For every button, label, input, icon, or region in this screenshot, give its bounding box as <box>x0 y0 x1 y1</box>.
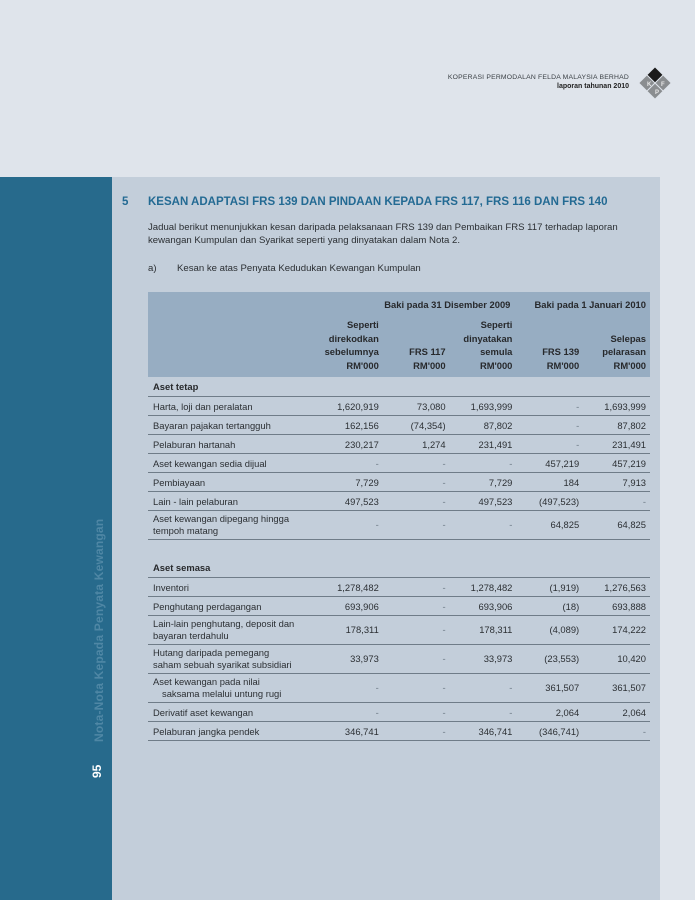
report-title: laporan tahunan 2010 <box>557 83 629 90</box>
cell-value: 1,276,563 <box>583 578 650 597</box>
cell-value: 457,219 <box>516 454 583 473</box>
logo-letter-k: K <box>647 82 652 88</box>
column-header-line: RM'000 <box>479 359 513 371</box>
row-label-line: Harta, loji dan peralatan <box>153 400 253 412</box>
table-row <box>148 645 650 674</box>
table-row <box>148 703 650 722</box>
column-header-line: Seperti <box>480 319 513 330</box>
cell-value: - <box>516 397 583 416</box>
cell-value: 87,802 <box>450 416 517 435</box>
cell-value: - <box>450 454 517 473</box>
cell-value: - <box>450 703 517 722</box>
kpf-logo-icon <box>638 66 672 100</box>
company-name: KOPERASI PERMODALAN FELDA MALAYSIA BERHAD <box>447 74 629 81</box>
table-row <box>148 454 650 473</box>
cell-value: - <box>516 435 583 454</box>
table-body <box>148 377 650 741</box>
column-header-line: FRS 117 <box>409 346 446 357</box>
financial-table <box>148 292 650 741</box>
row-label-line: Aset kewangan dipegang hingga <box>153 513 290 524</box>
column-header-line: pelarasan <box>602 346 646 357</box>
cell-value: - <box>383 674 450 703</box>
row-label <box>148 511 316 540</box>
spacer-row <box>148 540 650 559</box>
cell-value: 693,906 <box>316 597 383 616</box>
logo-letter-f: F <box>661 82 665 88</box>
row-label-line: Pembiayaan <box>153 476 206 488</box>
cell-value: - <box>516 416 583 435</box>
cell-value: 497,523 <box>450 492 517 511</box>
cell-value: 497,523 <box>316 492 383 511</box>
cell-value: 87,802 <box>583 416 650 435</box>
column-header <box>316 314 383 377</box>
row-label <box>148 645 316 674</box>
cell-value: 7,729 <box>450 473 517 492</box>
row-label-line: saksama melalui untung rugi <box>162 688 282 699</box>
cell-value: 162,156 <box>316 416 383 435</box>
group-header-row <box>148 292 650 314</box>
row-label-line: Lain-lain penghutang, deposit dan <box>153 618 295 629</box>
cell-value: - <box>383 722 450 741</box>
cell-value: - <box>450 511 517 540</box>
row-label-line: Aset kewangan pada nilai <box>153 676 260 687</box>
column-header-line: sebelumnya <box>324 346 379 357</box>
cell-value: 346,741 <box>316 722 383 741</box>
table-row <box>148 722 650 741</box>
cell-value: - <box>383 473 450 492</box>
section-number: 5 <box>122 196 129 208</box>
column-header-line: RM'000 <box>346 359 379 371</box>
cell-value: - <box>316 703 383 722</box>
section-header-row <box>148 377 650 397</box>
column-header-line: semula <box>480 346 513 357</box>
cell-value: - <box>383 616 450 645</box>
sidebar-title: Nota-Nota Kepada Penyata Kewangan <box>92 518 106 742</box>
column-header <box>583 314 650 377</box>
table-row <box>148 397 650 416</box>
cell-value: (23,553) <box>516 645 583 674</box>
cell-value: 178,311 <box>316 616 383 645</box>
row-label-line: tempoh matang <box>153 525 219 536</box>
cell-value: 178,311 <box>450 616 517 645</box>
table-row <box>148 616 650 645</box>
row-label-line: Aset kewangan sedia dijual <box>153 457 267 469</box>
row-label <box>148 674 316 703</box>
row-label-line: Penghutang perdagangan <box>153 600 262 612</box>
section-title: KESAN ADAPTASI FRS 139 DAN PINDAAN KEPADA FRS 117, FRS 116 DAN FRS 140 <box>148 196 608 208</box>
group-header: Baki pada 31 Disember 2009 <box>384 298 511 310</box>
table-row <box>148 511 650 540</box>
page-number: 95 <box>90 764 104 778</box>
cell-value: 1,693,999 <box>450 397 517 416</box>
row-label-line: Hutang daripada pemegang <box>153 647 270 658</box>
cell-value: - <box>383 703 450 722</box>
cell-value: 231,491 <box>583 435 650 454</box>
cell-value: 33,973 <box>316 645 383 674</box>
cell-value: - <box>383 597 450 616</box>
subsection-title: Kesan ke atas Penyata Kedudukan Kewangan Kumpulan <box>177 263 421 274</box>
row-label-line: Inventori <box>153 581 189 593</box>
cell-value: - <box>583 722 650 741</box>
column-header-line: RM'000 <box>413 359 446 371</box>
cell-value: (4,089) <box>516 616 583 645</box>
row-label <box>148 597 316 616</box>
cell-value: 2,064 <box>516 703 583 722</box>
section-heading: Aset semasa <box>148 558 650 578</box>
row-label <box>148 616 316 645</box>
column-header-line: Seperti <box>347 319 379 330</box>
row-label-line: Pelaburan hartanah <box>153 438 236 450</box>
column-header-line: FRS 139 <box>542 346 580 357</box>
row-label-line: Lain - lain pelaburan <box>153 495 238 507</box>
cell-value: - <box>383 578 450 597</box>
cell-value: 64,825 <box>516 511 583 540</box>
column-header <box>383 314 450 377</box>
cell-value: 1,274 <box>383 435 450 454</box>
section-paragraph: Jadual berikut menunjukkan kesan daripada pelaksanaan FRS 139 dan Pembaikan FRS 117 terhadap laporan kewangan Kumpulan dan Syarikat seperti yang dinyatakan dalam Nota 2. <box>148 222 618 246</box>
cell-value: 2,064 <box>583 703 650 722</box>
cell-value: 1,693,999 <box>583 397 650 416</box>
table-row <box>148 492 650 511</box>
cell-value: (18) <box>516 597 583 616</box>
cell-value: 7,729 <box>316 473 383 492</box>
row-label <box>148 416 316 435</box>
row-label-line: bayaran terdahulu <box>153 630 229 641</box>
cell-value: - <box>383 454 450 473</box>
column-header-line: RM'000 <box>613 359 646 371</box>
column-header-line: RM'000 <box>546 359 580 371</box>
cell-value: (74,354) <box>383 416 450 435</box>
row-label <box>148 454 316 473</box>
cell-value: - <box>450 674 517 703</box>
cell-value: 184 <box>516 473 583 492</box>
row-label <box>148 397 316 416</box>
cell-value: - <box>316 454 383 473</box>
cell-value: 361,507 <box>583 674 650 703</box>
table-row <box>148 416 650 435</box>
cell-value: 64,825 <box>583 511 650 540</box>
cell-value: (346,741) <box>516 722 583 741</box>
cell-value: 1,620,919 <box>316 397 383 416</box>
cell-value: 10,420 <box>583 645 650 674</box>
table-row <box>148 435 650 454</box>
row-label <box>148 435 316 454</box>
group-header: Baki pada 1 Januari 2010 <box>534 298 646 310</box>
table-row <box>148 674 650 703</box>
table-row <box>148 597 650 616</box>
logo-letter-p: P <box>655 90 660 96</box>
cell-value: (497,523) <box>516 492 583 511</box>
column-header-line: Selepas <box>610 332 646 344</box>
section-header-row <box>148 558 650 578</box>
column-header-line: direkodkan <box>328 332 379 344</box>
cell-value: - <box>383 511 450 540</box>
subsection-label: a) <box>148 263 157 274</box>
row-label <box>148 473 316 492</box>
cell-value: 457,219 <box>583 454 650 473</box>
cell-value: 361,507 <box>516 674 583 703</box>
row-label <box>148 703 316 722</box>
cell-value: 693,906 <box>450 597 517 616</box>
cell-value: - <box>583 492 650 511</box>
cell-value: 231,491 <box>450 435 517 454</box>
column-header <box>516 314 583 377</box>
table-row <box>148 473 650 492</box>
row-label <box>148 578 316 597</box>
row-label-line: saham sebuah syarikat subsidiari <box>153 659 292 670</box>
cell-value: (1,919) <box>516 578 583 597</box>
cell-value: - <box>383 492 450 511</box>
section-heading: Aset tetap <box>148 377 650 397</box>
row-label <box>148 492 316 511</box>
cell-value: 7,913 <box>583 473 650 492</box>
cell-value: - <box>316 511 383 540</box>
column-header-line: dinyatakan <box>463 332 513 344</box>
row-label-line: Pelaburan jangka pendek <box>153 725 260 737</box>
cell-value: 230,217 <box>316 435 383 454</box>
column-header <box>450 314 517 377</box>
table-row <box>148 578 650 597</box>
cell-value: 73,080 <box>383 397 450 416</box>
cell-value: - <box>316 674 383 703</box>
cell-value: 346,741 <box>450 722 517 741</box>
row-label <box>148 722 316 741</box>
report-header <box>448 73 629 92</box>
cell-value: 33,973 <box>450 645 517 674</box>
column-header-row <box>148 314 650 377</box>
cell-value: 1,278,482 <box>316 578 383 597</box>
cell-value: 174,222 <box>583 616 650 645</box>
cell-value: - <box>383 645 450 674</box>
row-label-line: Bayaran pajakan tertangguh <box>153 419 271 431</box>
cell-value: 1,278,482 <box>450 578 517 597</box>
cell-value: 693,888 <box>583 597 650 616</box>
row-label-line: Derivatif aset kewangan <box>153 706 254 718</box>
